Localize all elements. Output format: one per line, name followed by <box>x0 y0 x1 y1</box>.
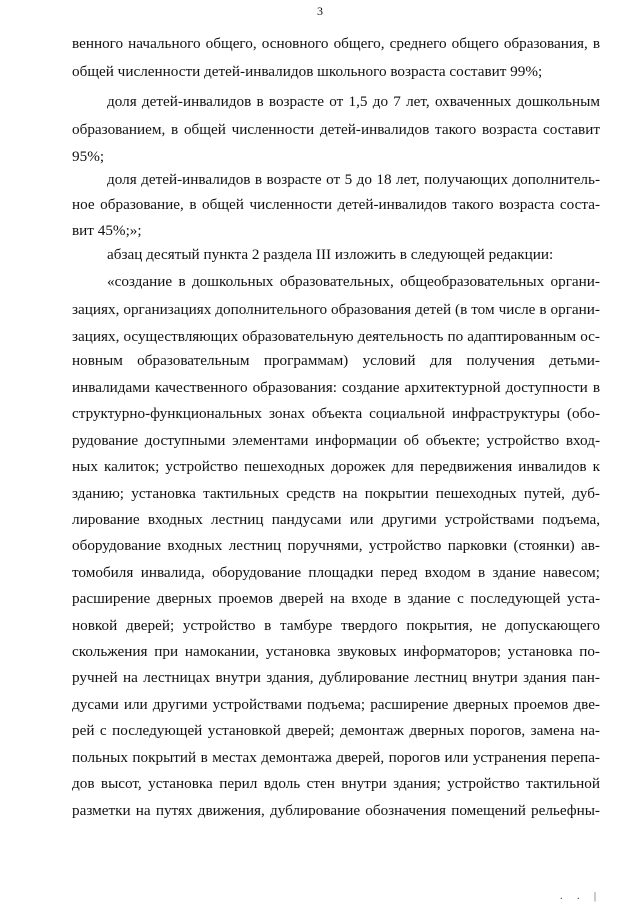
text-line: зациях, организациях дополнительного образования детей (в том числе в органи- <box>72 301 600 318</box>
scan-mark: . . | <box>560 891 603 902</box>
text-line: зациях, осуществляющих образовательную деятельность по адаптированным ос- <box>72 328 600 345</box>
text-line: дусами или другими устройствами подъема; расширение дверных проемов две- <box>72 696 600 713</box>
text-line: ных калиток; устройство пешеходных дорожек для передвижения инвалидов к <box>72 458 600 475</box>
page-number: 3 <box>317 4 323 18</box>
text-line: томобиля инвалида, оборудование площадки перед входом в здание навесом; <box>72 564 600 581</box>
text-line: общей численности детей-инвалидов школьного возраста составит 99%; <box>72 63 543 80</box>
text-line: разметки на путях движения, дублирование обозначения помещений рельефны- <box>72 802 600 819</box>
text-line: структурно-функциональных зонах объекта социальной инфраструктуры (обо- <box>72 405 600 422</box>
text-line: 95%; <box>72 148 105 165</box>
text-line: скольжения при намокании, установка звуковых информаторов; установка по- <box>72 643 600 660</box>
text-line: польных покрытий в местах демонтажа дверей, порогов или устранения перепа- <box>72 749 600 766</box>
text-line: ручней на лестницах внутри здания, дублирование лестниц внутри здания пан- <box>72 669 600 686</box>
text-line: новкой дверей; устройство в тамбуре твердого покрытия, не допускающего <box>72 617 600 634</box>
text-line: рей с последующей установкой дверей; демонтаж дверных порогов, замена на- <box>72 722 600 739</box>
text-line: абзац десятый пункта 2 раздела III изложить в следующей редакции: <box>107 246 554 263</box>
text-line: расширение дверных проемов дверей на входе в здание с последующей уста- <box>72 590 600 607</box>
text-line: дов высот, установка перил вдоль стен внутри здания; устройство тактильной <box>72 775 600 792</box>
text-line: ное образование, в общей численности детей-инвалидов такого возраста соста- <box>72 196 600 213</box>
text-line: рудование доступными элементами информации об объекте; устройство вход- <box>72 432 600 449</box>
text-line: доля детей-инвалидов в возрасте от 5 до 18 лет, получающих дополнитель- <box>107 171 600 188</box>
text-line: оборудование входных лестниц поручнями, устройство парковки (стоянки) ав- <box>72 537 600 554</box>
text-line: новным образовательным программам) условий для получения детьми- <box>72 352 600 369</box>
text-line: доля детей-инвалидов в возрасте от 1,5 до 7 лет, охваченных дошкольным <box>107 93 600 110</box>
text-line: венного начального общего, основного общего, среднего общего образования, в <box>72 35 600 52</box>
text-line: вит 45%;»; <box>72 222 142 239</box>
text-line: лирование входных лестниц пандусами или другими устройствами подъема, <box>72 511 600 528</box>
text-line: инвалидами качественного образования: создание архитектурной доступности в <box>72 379 600 396</box>
text-line: «создание в дошкольных образовательных, общеобразовательных органи- <box>107 273 600 290</box>
text-line: образованием, в общей численности детей-инвалидов такого возраста составит <box>72 121 600 138</box>
text-line: зданию; установка тактильных средств на покрытии пешеходных путей, дуб- <box>72 485 600 502</box>
